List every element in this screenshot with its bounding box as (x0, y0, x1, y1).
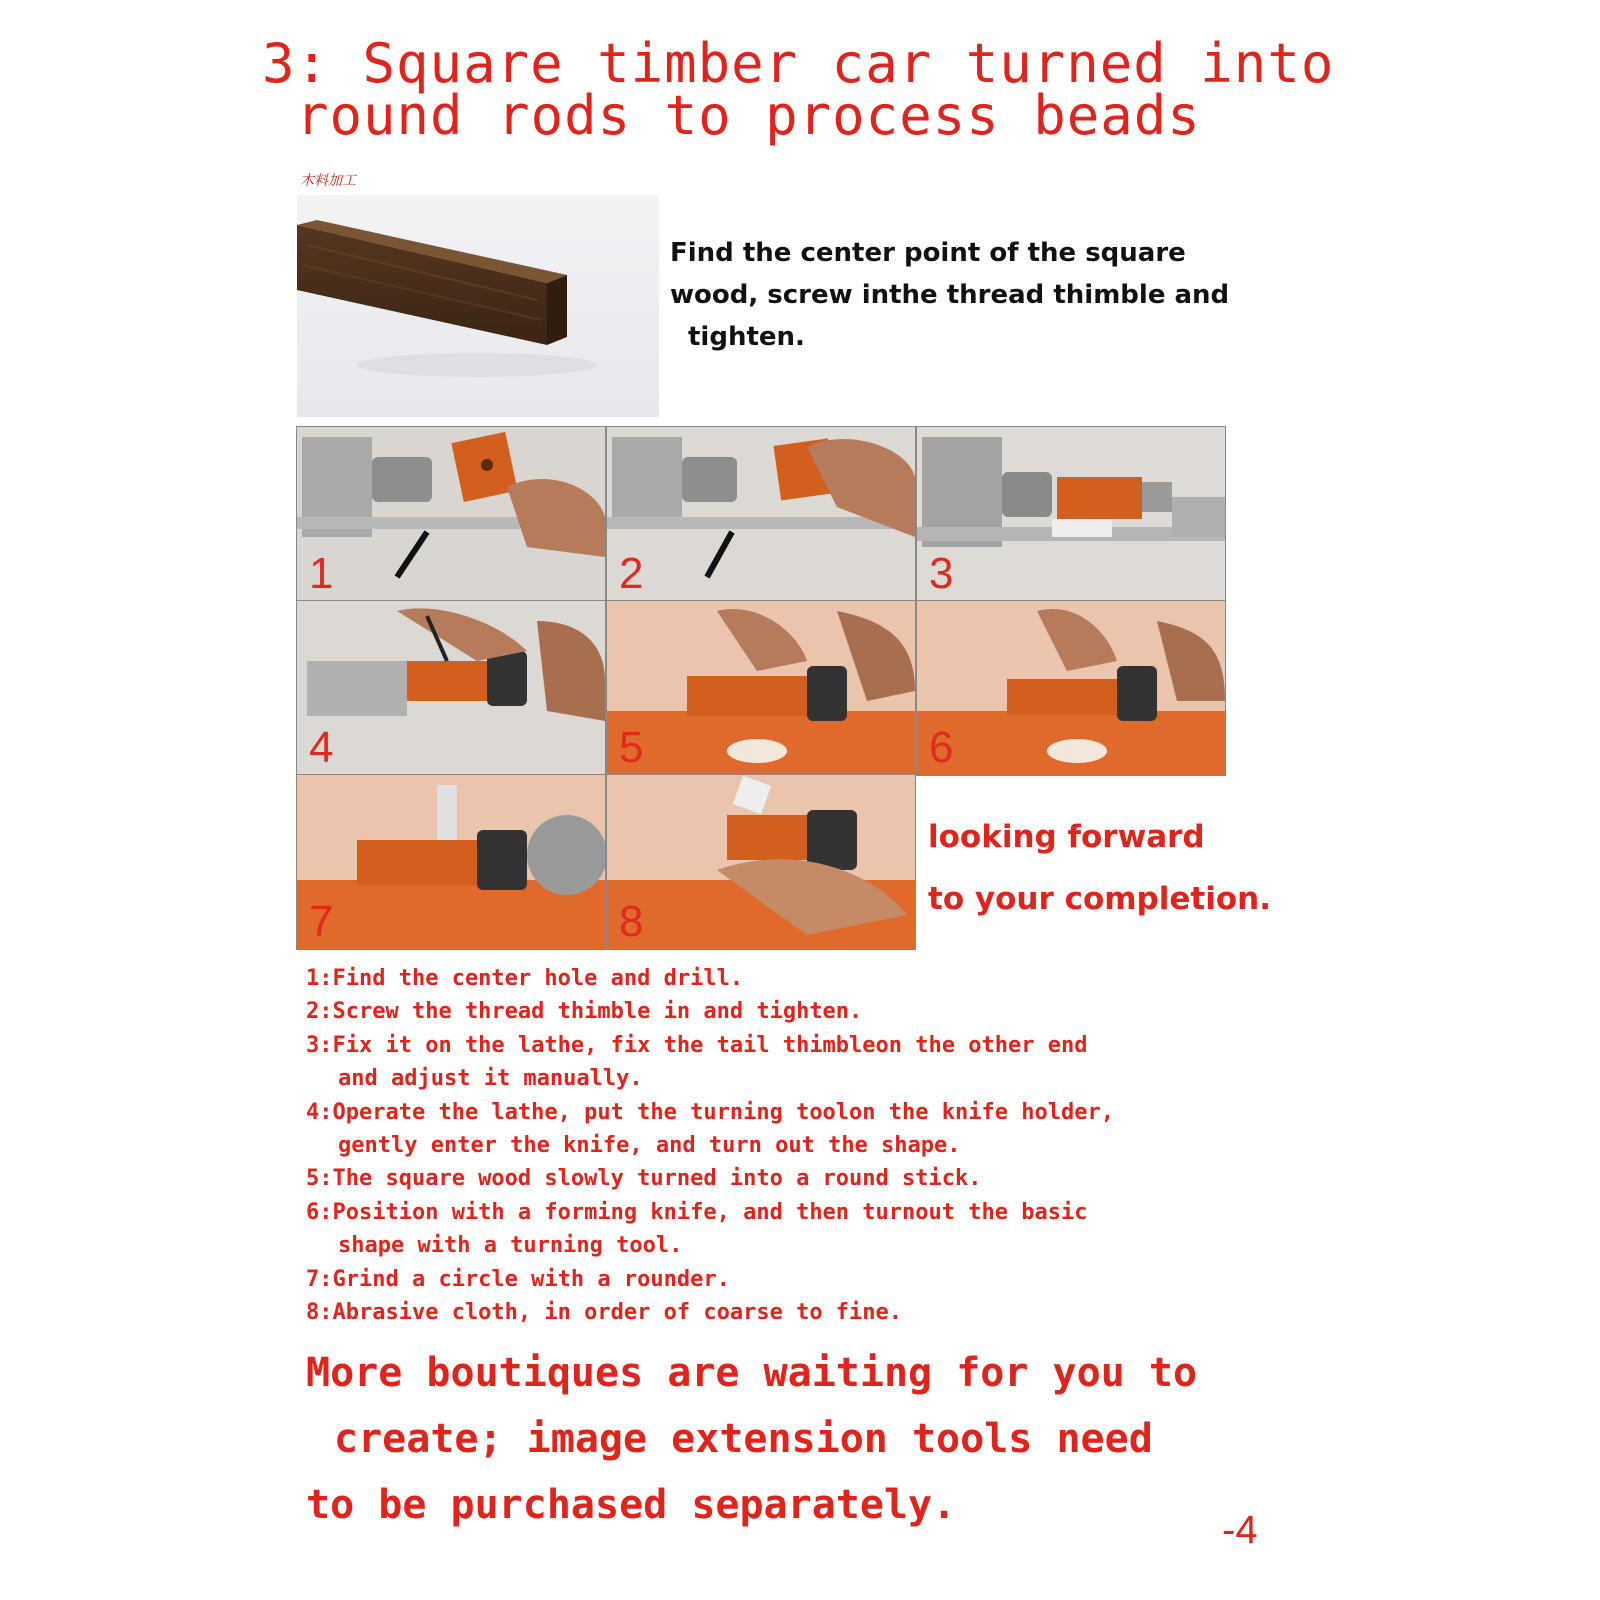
footer-line-2: create; image extension tools need (334, 1416, 1153, 1462)
footer-line-1: More boutiques are waiting for you to (306, 1350, 1198, 1396)
closing-line-1: looking forward (928, 819, 1205, 855)
step-line: 4:Operate the lathe, put the turning toolon the knife holder, (306, 1099, 1114, 1125)
step-item (306, 1263, 1266, 1296)
round-stick-illustration (607, 601, 915, 775)
step-item (306, 995, 1266, 1028)
thread-thimble-illustration (607, 427, 915, 601)
step-item (306, 1029, 1266, 1096)
step-photo-3 (916, 426, 1226, 602)
footer-line-3: to be purchased separately. (306, 1482, 957, 1528)
title-line-1: 3: Square timber car turned into (262, 32, 1335, 95)
step-photo-label: 2 (619, 549, 644, 598)
step-line: 1:Find the center hole and drill. (306, 966, 744, 991)
step-photo-8 (606, 774, 916, 950)
step-item (306, 1196, 1266, 1263)
forming-knife-illustration (917, 601, 1225, 775)
step-item (306, 1296, 1266, 1329)
step-item (306, 1162, 1266, 1195)
step-line-continued: gently enter the knife, and turn out the shape. (338, 1133, 961, 1159)
step-photo-label: 3 (929, 549, 954, 598)
step-line: 3:Fix it on the lathe, fix the tail thimbleon the other end (306, 1032, 1088, 1058)
intro-instruction (670, 232, 1240, 358)
title-line-2: round rods to process beads (296, 84, 1201, 147)
step-photo-label: 4 (309, 723, 334, 772)
square-wood-photo (297, 195, 659, 417)
step-line: 2:Screw the thread thimble in and tighten. (306, 999, 863, 1025)
step-photo-6 (916, 600, 1226, 776)
turning-tool-illustration (297, 601, 605, 775)
step-photo-label: 8 (619, 897, 644, 946)
lathe-drill-illustration (297, 427, 605, 601)
steps-list (306, 962, 1266, 1329)
step-line: 5:The square wood slowly turned into a round stick. (306, 1166, 982, 1192)
intro-line-3: tighten. (688, 322, 805, 352)
step-photo-label: 1 (309, 549, 334, 598)
step-line: 7:Grind a circle with a rounder. (306, 1266, 730, 1292)
wood-block-illustration (297, 195, 659, 417)
step-line-continued: shape with a turning tool. (338, 1233, 683, 1259)
step-photo-label: 5 (619, 723, 644, 772)
step-photo-label: 6 (929, 723, 954, 772)
step-line: 8:Abrasive cloth, in order of coarse to fine. (306, 1300, 903, 1326)
step-photo-label: 7 (309, 897, 334, 946)
closing-line-2: to your completion. (928, 881, 1271, 917)
page-title (262, 32, 1362, 147)
step-line-continued: and adjust it manually. (338, 1066, 643, 1092)
step-item (306, 1096, 1266, 1163)
fixed-on-lathe-illustration (917, 427, 1225, 601)
closing-message (928, 806, 1288, 930)
intro-line-2: wood, screw inthe thread thimble and (670, 280, 1230, 310)
chinese-subtitle: 木料加工 (300, 173, 356, 189)
step-item (306, 962, 1266, 995)
step-photo-5 (606, 600, 916, 776)
page-number: -4 (1222, 1508, 1258, 1552)
step-line: 6:Position with a forming knife, and then turnout the basic (306, 1199, 1088, 1225)
step-photo-7 (296, 774, 606, 950)
footer-note (306, 1340, 1306, 1538)
rounder-illustration (297, 775, 605, 949)
intro-line-1: Find the center point of the square (670, 238, 1186, 268)
step-photo-2 (606, 426, 916, 602)
step-photo-1 (296, 426, 606, 602)
abrasive-cloth-illustration (607, 775, 915, 949)
step-photo-4 (296, 600, 606, 776)
